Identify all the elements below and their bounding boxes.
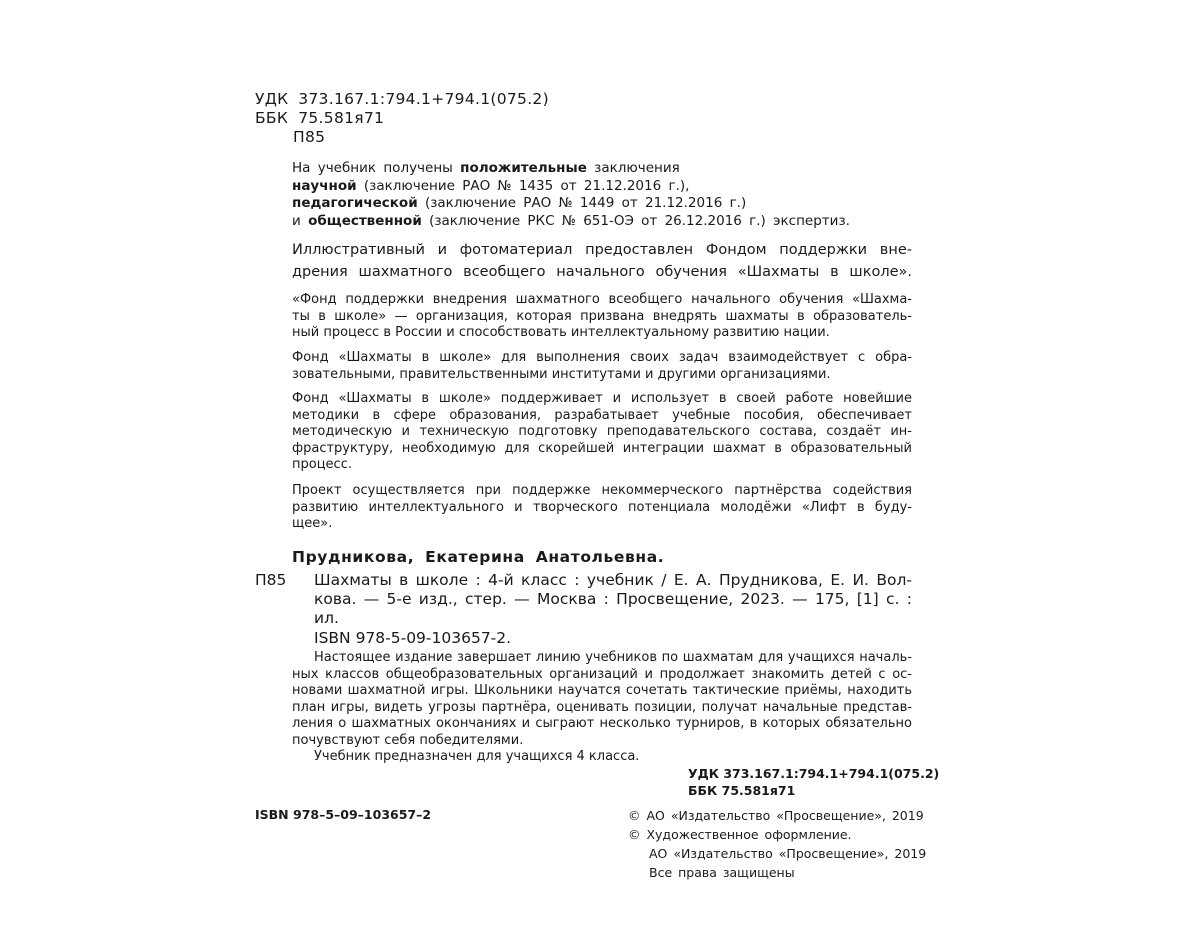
foundation-paragraph-2 [292, 350, 912, 383]
bibliography-line: ил. [314, 609, 339, 627]
paragraph-line: Проект осуществляется при поддержке некоммерческого партнёрства содействия [292, 483, 912, 498]
approvals-text: (заключение РКС № 651-ОЭ от 26.12.2016 г.) экспертиз. [421, 212, 850, 229]
author-mark: П85 [293, 128, 326, 146]
paragraph-line: фраструктуру, необходимую для скорейшей интеграции шахмат в образовательный [292, 440, 912, 456]
udk-label: УДК [255, 90, 289, 108]
illustrations-line: дрения шахматного всеобщего начального обучения «Шахматы в школе». [292, 264, 912, 280]
footer-udk: УДК 373.167.1:794.1+794.1(075.2) [688, 766, 940, 781]
approvals-text: заключения [586, 160, 680, 176]
approvals-text: На учебник получены [292, 160, 461, 176]
paragraph-line: развитию интеллектуального и творческого потенциала молодёжи «Лифт в буду- [292, 499, 912, 515]
approvals-line [292, 178, 850, 196]
copyright-line: Все права защищены [649, 865, 795, 880]
approvals-bold: педагогической [292, 195, 418, 211]
annotation-line: новами шахматной игры. Школьники научатся сочетать тактические приёмы, находить [292, 683, 912, 698]
footer-bbk: ББК 75.581я71 [688, 783, 796, 798]
approvals-bold: научной [292, 177, 357, 194]
bibliography-line: Шахматы в школе : 4-й класс : учебник / Е. А. Прудникова, Е. И. Вол- [314, 571, 912, 589]
bibliography-mark: П85 [255, 571, 287, 589]
bbk-row [255, 109, 549, 128]
author-mark-row [255, 128, 549, 147]
isbn-footer: ISBN 978–5–09–103657–2 [255, 807, 432, 822]
classification-footer [688, 765, 939, 799]
bbk-label: ББК [255, 109, 289, 127]
copyright-line: АО «Издательство «Просвещение», 2019 [649, 846, 927, 861]
annotation-line: Настоящее издание завершает линию учебников по шахматам для учащихся началь- [314, 650, 912, 665]
foundation-paragraph-3 [292, 391, 912, 474]
classification-header [255, 90, 549, 147]
illustrations-line: Иллюстративный и фотоматериал предоставлен Фондом поддержки вне- [292, 242, 912, 258]
annotation-line: ных классов общеобразовательных организаций и продолжает знакомить детей с ос- [292, 666, 912, 682]
copyright-line: © АО «Издательство «Просвещение», 2019 [628, 808, 924, 823]
copyright-block [628, 806, 926, 882]
approvals-text: (заключение РАО № 1449 от 21.12.2016 г.) [417, 195, 747, 211]
approvals-block [292, 160, 850, 230]
illustrations-note [292, 239, 912, 283]
copyright-line: © Художественное оформление. [628, 827, 852, 842]
paragraph-line: процесс. [292, 457, 352, 472]
paragraph-line: щее». [292, 516, 333, 531]
paragraph-line: методики в сфере образования, разрабатывает учебные пособия, обеспечивает [292, 407, 912, 423]
approvals-bold: положительные [460, 160, 587, 176]
bibliography-line: кова. — 5-е изд., стер. — Москва : Просвещение, 2023. — 175, [1] с. : [314, 590, 912, 608]
paragraph-line: ный процесс в России и способствовать интеллектуальному развитию нации. [292, 325, 830, 340]
annotation-line: план игры, видеть угрозы партнёра, оценивать позиции, получат начальные представ- [292, 699, 912, 715]
approvals-text: (заключение РАО № 1435 от 21.12.2016 г.), [356, 177, 690, 194]
annotation-audience: Учебник предназначен для учащихся 4 класса. [314, 749, 640, 764]
approvals-bold: общественной [308, 212, 422, 229]
approvals-text: и [292, 212, 309, 229]
approvals-line [292, 160, 850, 178]
paragraph-line: Фонд «Шахматы в школе» поддерживает и использует в своей работе новейшие [292, 391, 912, 406]
annotation-line: ления о шахматных окончаниях и сыграют несколько турниров, в которых обязательно [292, 716, 912, 731]
udk-row [255, 90, 549, 109]
annotation-block [292, 650, 912, 766]
bbk-value: 75.581я71 [298, 109, 385, 127]
paragraph-line: ты в школе» — организация, которая призвана внедрять шахматы в образователь- [292, 308, 912, 324]
foundation-paragraph-4 [292, 483, 912, 533]
annotation-line: почувствуют себя победителями. [292, 732, 524, 748]
bibliography-isbn: ISBN 978-5-09-103657-2. [314, 629, 512, 647]
paragraph-line: Фонд «Шахматы в школе» для выполнения своих задач взаимодействует с обра- [292, 350, 912, 365]
approvals-line [292, 213, 850, 231]
paragraph-line: «Фонд поддержки внедрения шахматного всеобщего начального обучения «Шахма- [292, 292, 912, 307]
bibliography-record [314, 571, 912, 628]
paragraph-line: методическую и техническую подготовку преподавательского состава, создаёт ин- [292, 424, 912, 439]
paragraph-line: зовательными, правительственными институтами и другими организациями. [292, 366, 831, 382]
approvals-line [292, 195, 850, 213]
foundation-paragraph-1 [292, 292, 912, 342]
author-heading: Прудникова, Екатерина Анатольевна. [292, 548, 665, 566]
udk-value: 373.167.1:794.1+794.1(075.2) [298, 90, 549, 108]
